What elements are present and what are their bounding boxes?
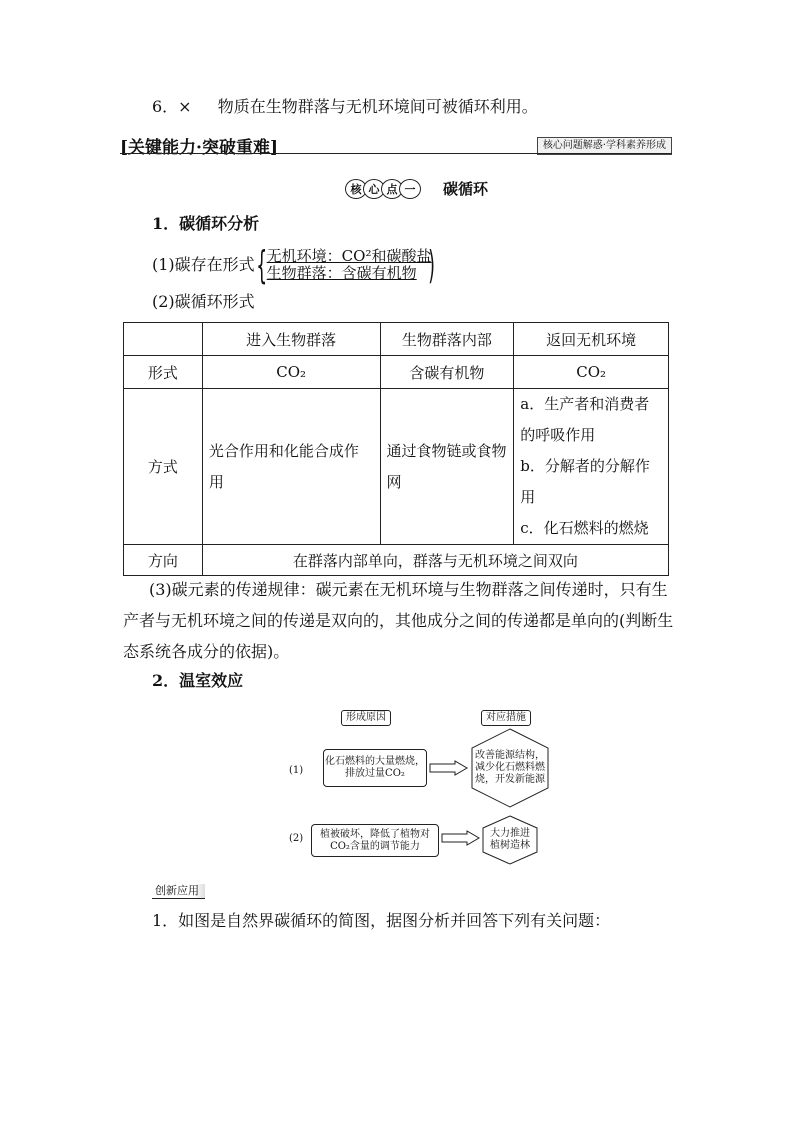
question-1: 1．如图是自然界碳循环的简图，据图分析并回答下列有关问题：: [152, 911, 611, 930]
keypoint-badge-char: 一: [399, 179, 421, 199]
item-6-text: 物质在生物群落与无机环境间可被循环利用。: [217, 97, 538, 116]
table-cell: 在群落内部单向，群落与无机环境之间双向: [202, 545, 668, 576]
table-cell: CO₂: [202, 356, 380, 389]
table-cell: CO₂: [514, 356, 669, 389]
heading-carbon-cycle-form: (2)碳循环形式: [152, 292, 255, 311]
table-cell: 光合作用和化能合成作用: [202, 389, 380, 545]
diagram-row-number: (2): [289, 833, 304, 844]
keypoint-badge-char: 心: [363, 179, 385, 199]
keypoint-heading: [345, 178, 488, 199]
diagram-head-measure: 对应措施: [481, 710, 531, 726]
carbon-forms-label: (1)碳存在形式: [152, 255, 255, 274]
table-row-label: 形式: [124, 356, 203, 389]
arrow-right-icon: [429, 760, 469, 776]
keypoint-badge-char: 点: [381, 179, 403, 199]
measure-hexagon-text: 改善能源结构，减少化石燃料燃烧，开发新能源: [475, 750, 545, 785]
table-header-cell: 返回无机环境: [514, 323, 669, 356]
keypoint-label: 碳循环: [443, 180, 489, 198]
cause-box: 植被破坏，降低了植物对CO₂含量的调节能力: [311, 824, 439, 857]
arrow-right-icon: [441, 830, 481, 846]
table-row-label: 方向: [124, 545, 203, 576]
section-title: [关键能力·突破重难]: [120, 138, 279, 158]
carbon-forms-group: [152, 243, 439, 287]
innovation-application-tag: 创新应用: [152, 884, 205, 899]
list-item: c．化石燃料的燃烧: [520, 519, 649, 537]
table-header-cell: 生物群落内部: [380, 323, 514, 356]
table-header-cell: [124, 323, 203, 356]
diagram-row-number: (1): [289, 765, 304, 776]
carbon-transfer-text: (3)碳元素的传递规律：碳元素在无机环境与生物群落之间传递时，只有生产者与无机环境之间的传递是双向的，其他成分之间的传递都是单向的(判断生态系统各成分的依据)。: [123, 580, 674, 661]
left-brace-icon: {: [255, 243, 267, 287]
keypoint-badge-char: 核: [345, 179, 367, 199]
heading-carbon-cycle-analysis: 1．碳循环分析: [152, 214, 260, 233]
carbon-transfer-paragraph: [123, 574, 675, 667]
list-item: a．生产者和消费者的呼吸作用: [520, 395, 650, 444]
table-row-label: 方式: [124, 389, 203, 545]
measure-hexagon-text: 大力推进植树造林: [490, 828, 530, 851]
table-row: [124, 389, 669, 545]
right-brace-icon: ): [428, 243, 436, 287]
section-tag: 核心问题解惑·学科素养形成: [537, 137, 672, 155]
table-cell: 含碳有机物: [380, 356, 514, 389]
item-6-line: [152, 97, 538, 117]
table-header-cell: 进入生物群落: [202, 323, 380, 356]
table-row: [124, 545, 669, 576]
section-divider: [120, 153, 672, 154]
table-header-row: [124, 323, 669, 356]
table-cell-list: [514, 389, 669, 545]
diagram-head-cause: 形成原因: [341, 710, 391, 726]
table-row: [124, 356, 669, 389]
carbon-form-abiotic: 无机环境：CO²和碳酸盐: [266, 247, 432, 265]
item-6-number: 6．×: [152, 97, 192, 116]
list-item: b．分解者的分解作用: [520, 457, 650, 506]
heading-greenhouse-effect: 2．温室效应: [152, 671, 244, 690]
table-cell: 通过食物链或食物网: [380, 389, 514, 545]
carbon-cycle-table: [123, 322, 669, 576]
cause-box: 化石燃料的大量燃烧，排放过量CO₂: [323, 749, 427, 787]
carbon-form-biotic: 生物群落：含碳有机物: [266, 264, 417, 282]
